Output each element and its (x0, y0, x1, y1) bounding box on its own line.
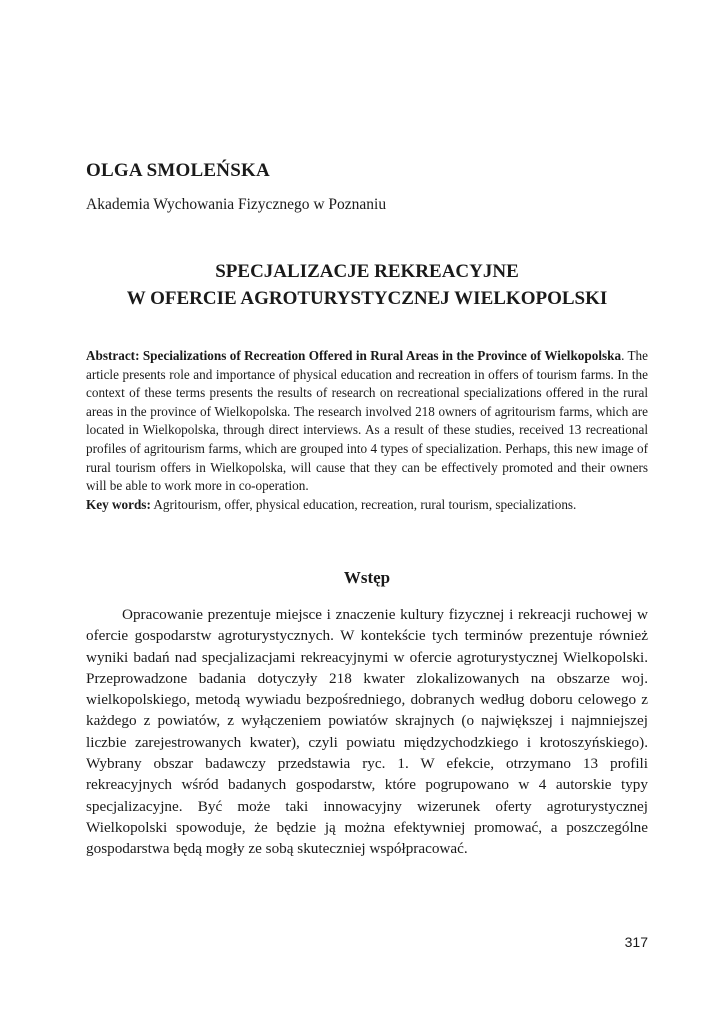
article-title-line-1: SPECJALIZACJE REKREACYJNE (215, 261, 519, 282)
body-paragraph: Opracowanie prezentuje miejsce i znaczenie kultury fizycznej i rekreacji ruchowej w ofercie gospodarstw agroturystycznych. W kontekście tych terminów prezentuje również wyniki badań nad specjalizacjami rekreacyjnymi w ofercie agroturystycznej Wielkopolski. Przeprowadzone badania dotyczyły 218 kwater zlokalizowanych na obszarze woj. wielkopolskiego, metodą wywiadu bezpośredniego, dobranych według doboru celowego z każdego z powiatów, z wyłączeniem powiatów skrajnych (o największej i najmniejszej liczbie zarejestrowanych kwater), czyli powiatu międzychodzkiego i krotoszyńskiego). Wybrany obszar badawczy przedstawia ryc. 1. W efekcie, otrzymano 13 profili rekreacyjnych wśród badanych gospodarstw, które pogrupowano w 4 autorskie typy specjalizacyjne. Być może taki innowacyjny wizerunek oferty agroturystycznej Wielkopolski spowoduje, że będzie ją można efektywniej promować, a poszczególne gospodarstwa będą mogły ze sobą skuteczniej współpracować. (86, 606, 648, 858)
abstract-block (86, 347, 648, 514)
abstract-lead: Abstract: Specializations of Recreation Offered in Rural Areas in the Province of Wielkopolska (86, 348, 622, 363)
article-title (86, 258, 648, 312)
abstract-paragraph (86, 347, 648, 496)
keywords-line (86, 496, 648, 515)
page-number: 317 (624, 934, 648, 950)
author-name: OLGA SMOLEŃSKA (86, 160, 270, 181)
author-affiliation: Akademia Wychowania Fizycznego w Poznaniu (86, 196, 387, 213)
document-page (86, 0, 648, 1024)
keywords-text: Agritourism, offer, physical education, recreation, rural tourism, specializations. (150, 496, 577, 512)
section-heading: Wstęp (343, 568, 391, 587)
abstract-text: . The article presents role and importance of physical education and recreation in offers of tourism farms. In the context of these terms presents the results of research on recreational specializations offered in the rural areas in the province of Wielkopolska. The research involved 218 owners of agritourism farms, which are located in Wielkopolska, through direct interviews. As a result of these studies, received 13 recreational profiles of agritourism farms, which are grouped into 4 types of specialization. Perhaps, this new image of rural tourism offers in Wielkopolska, will cause that they can be effectively promoted and their owners will be able to work more in co-operation. (86, 348, 649, 494)
article-title-line-2: W OFERCIE AGROTURYSTYCZNEJ WIELKOPOLSKI (126, 288, 608, 309)
keywords-label: Key words: (86, 496, 151, 512)
